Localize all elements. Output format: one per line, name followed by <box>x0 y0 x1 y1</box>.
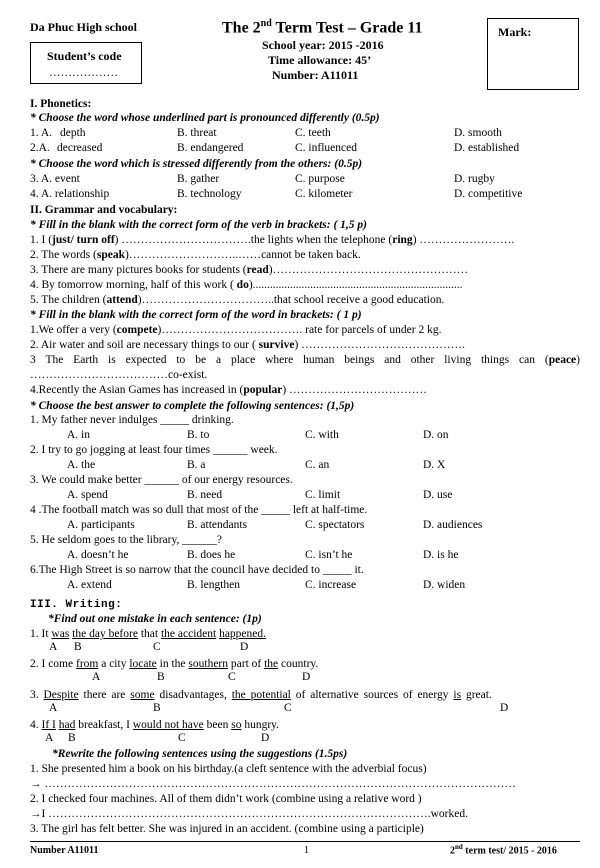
word-form-item: 1.We offer a very (compete)………………………………. rate for parcels of under 2 kg. <box>30 324 442 336</box>
question-row: 2.A. decreased B. endangered C. influenced D. established <box>30 142 520 154</box>
school-name: Da Phuc High school <box>30 20 138 34</box>
word-form-item: 4.Recently the Asian Games has increased in (popular) ……………………………… <box>30 384 428 396</box>
option-letter: D <box>302 671 311 683</box>
option-letter: B <box>74 641 82 653</box>
word-form-item: 3 The Earth is expected to be a place where human beings and other living things can (peace) <box>30 354 580 366</box>
student-code-box <box>30 42 142 84</box>
mistake-sentence: 3. Despite there are some disadvantages, the potential of alternative sources of energy is great. <box>30 689 492 701</box>
option-letter: D <box>240 641 249 653</box>
mc-options: A. doesn’t he B. does he C. isn’t he D. is he <box>67 549 459 561</box>
option-letter: C <box>228 671 236 683</box>
option-letter: A <box>45 732 54 744</box>
mark-label: Mark: <box>498 25 532 39</box>
mc-options: A. the B. a C. an D. X <box>67 459 446 471</box>
option-letter: A <box>49 641 58 653</box>
verb-item: 4. By tomorrow morning, half of this work ( do)......................................................................... <box>30 279 463 291</box>
word-form-item-continued: ………………………………co-exist. <box>30 369 208 381</box>
option-letter: B <box>68 732 76 744</box>
mistake-sentence: 4. If I had breakfast, I would not have been so hungry. <box>30 719 280 731</box>
phonetics-instruction-1: * Choose the word whose underlined part is pronounced differently (0.5p) <box>30 112 380 124</box>
mc-instruction: * Choose the best answer to complete the following sentences: (1,5p) <box>30 400 355 412</box>
verb-item: 2. The words (speak)………………………..……cannot be taken back. <box>30 249 361 261</box>
school-year: School year: 2015 -2016 <box>262 38 384 52</box>
phonetics-heading: I. Phonetics: <box>30 98 92 110</box>
footer-term: 2nd term test/ 2015 - 2016 <box>450 843 557 857</box>
grammar-heading: II. Grammar and vocabulary: <box>30 204 178 216</box>
option-letter: C <box>178 732 186 744</box>
mc-options: A. in B. to C. with D. on <box>67 429 449 441</box>
option-letter: D <box>500 702 509 714</box>
page-number: 1 <box>304 845 309 856</box>
option-letter: A <box>92 671 101 683</box>
mc-question: 2. I try to go jogging at least four times ______ week. <box>30 444 278 456</box>
option-letter: C <box>284 702 292 714</box>
time-allowance: Time allowance: 45’ <box>268 53 372 67</box>
verb-item: 5. The children (attend)……………………………..that school receive a good education. <box>30 294 445 306</box>
test-title: The 2nd Term Test – Grade 11 <box>222 18 423 37</box>
rewrite-item: 3. The girl has felt better. She was injured in an accident. (combine using a participle) <box>30 823 424 835</box>
mc-question: 3. We could make better ______ of our energy resources. <box>30 474 293 486</box>
mistake-sentence: 1. It was the day before that the accident happened. <box>30 628 267 640</box>
question-row: 1. A. depth B. threat C. teeth D. smooth <box>30 127 502 139</box>
verb-item: 1. I (just/ turn off) …………………………….the lights when the telephone (ring) ……………………. <box>30 234 515 246</box>
test-number: Number: A11011 <box>272 68 359 82</box>
mc-question: 1. My father never indulges _____ drinking. <box>30 414 234 426</box>
rewrite-instruction: *Rewrite the following sentences using the suggestions (1.5ps) <box>52 748 348 760</box>
verb-item: 3. There are many pictures books for students (read)…………………………………………… <box>30 264 469 276</box>
option-letter: D <box>261 732 270 744</box>
rewrite-item: 2. I checked four machines. All of them didn’t work (combine using a relative word ) <box>30 793 422 805</box>
option-letter: B <box>157 671 165 683</box>
mc-question: 5. He seldom goes to the library, ______? <box>30 534 222 546</box>
word-form-item: 2. Air water and soil are necessary things to our ( survive) ……………………………………. <box>30 339 466 351</box>
verb-instruction: * Fill in the blank with the correct form of the verb in brackets: ( 1,5 p) <box>30 219 368 231</box>
student-code-value[interactable]: ……………… <box>49 67 118 79</box>
option-letter: A <box>49 702 58 714</box>
question-row: 4. A. relationship B. technology C. kilometer D. competitive <box>30 188 523 200</box>
word-form-instruction: * Fill in the blank with the correct form of the word in brackets: ( 1 p) <box>30 309 362 321</box>
mc-question: 4 .The football match was so dull that most of the _____ left at half-time. <box>30 504 368 516</box>
student-code-label: Student’s code <box>47 49 122 63</box>
footer-number: Number A11011 <box>30 845 99 856</box>
rewrite-answer-line[interactable]: → …………………………………………………………………………………………………………… <box>30 778 516 790</box>
phonetics-instruction-2: * Choose the word which is stressed differently from the others: (0.5p) <box>30 158 363 170</box>
mc-options: A. extend B. lengthen C. increase D. widen <box>67 579 466 591</box>
footer-divider <box>30 841 580 842</box>
mistake-instruction: *Find out one mistake in each sentence: (1p) <box>48 613 262 625</box>
mc-question: 6.The High Street is so narrow that the council have decided to _____ it. <box>30 564 364 576</box>
option-letter: C <box>153 641 161 653</box>
question-row: 3. A. event B. gather C. purpose D. rugby <box>30 173 495 185</box>
option-letter: B <box>153 702 161 714</box>
mark-box[interactable] <box>487 18 579 90</box>
mistake-sentence: 2. I come from a city locate in the southern part of the country. <box>30 658 319 670</box>
mc-options: A. spend B. need C. limit D. use <box>67 489 453 501</box>
mc-options: A. participants B. attendants C. spectators D. audiences <box>67 519 483 531</box>
rewrite-answer-line[interactable]: →I ……………………………………………………………………………………….worked. <box>30 808 468 820</box>
rewrite-item: 1. She presented him a book on his birthday.(a cleft sentence with the adverbial focus) <box>30 763 427 775</box>
writing-heading: III. Writing: <box>30 599 123 611</box>
